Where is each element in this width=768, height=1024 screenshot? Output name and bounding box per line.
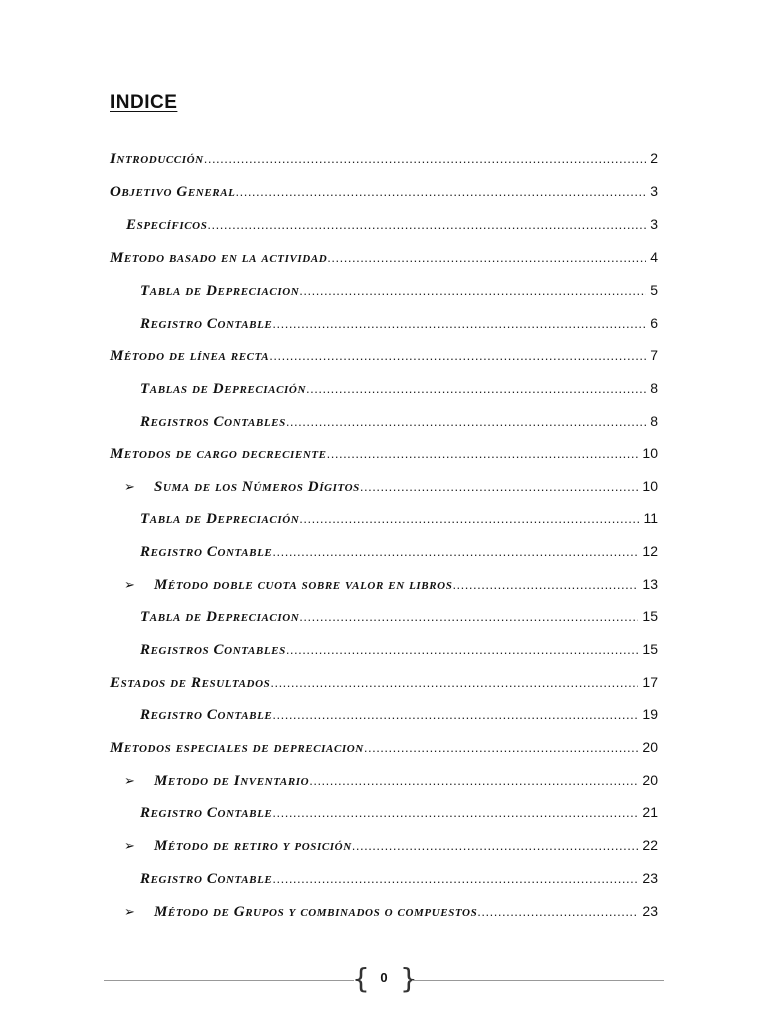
dot-leader [299, 283, 646, 298]
toc-entry-linea-recta[interactable] [110, 347, 658, 371]
toc-entry-label: Tablas de Depreciación [140, 381, 307, 397]
dot-leader [299, 609, 638, 624]
toc-entry-registro-contable[interactable] [140, 315, 658, 339]
toc-entry-label: Objetivo General [110, 184, 236, 200]
toc-entry-label: Tabla de Depreciacion [140, 609, 300, 625]
toc-entry-registro-contable[interactable] [140, 804, 658, 828]
toc-entry-label: Metodos de cargo decreciente [110, 446, 327, 462]
toc-entry-metodo-inventario[interactable] [154, 772, 658, 796]
toc-entry-page: 7 [650, 347, 658, 363]
toc-entry-page: 4 [650, 249, 658, 265]
arrow-bullet-icon: ➢ [124, 905, 135, 920]
toc-entry-retiro-posicion[interactable] [154, 837, 658, 861]
toc-entry-tabla-depreciacion[interactable] [140, 282, 658, 306]
toc-entry-label: Método de retiro y posición [154, 838, 352, 854]
toc-entry-label: Método de línea recta [110, 348, 270, 364]
toc-entry-label: Metodos especiales de depreciacion [110, 740, 364, 756]
dot-leader [286, 414, 646, 429]
toc-entry-label: Método doble cuota sobre valor en libros [154, 577, 453, 593]
toc-entry-tabla-depreciacion[interactable] [140, 510, 658, 534]
dot-leader [269, 348, 646, 363]
arrow-bullet-icon: ➢ [124, 839, 135, 854]
toc-entry-registros-contables[interactable] [140, 641, 658, 665]
dot-leader [327, 250, 646, 265]
toc-entry-page: 3 [650, 183, 658, 199]
toc-entry-label: Registros Contables [140, 414, 286, 430]
toc-entry-label: Estados de Resultados [110, 675, 271, 691]
toc-entry-page: 2 [650, 150, 658, 166]
toc-entry-registro-contable[interactable] [140, 543, 658, 567]
toc-entry-registro-contable[interactable] [140, 870, 658, 894]
dot-leader [235, 184, 646, 199]
dot-leader [327, 446, 639, 461]
toc-entry-page: 11 [643, 510, 658, 526]
dot-leader [309, 773, 638, 788]
toc-entry-registro-contable[interactable] [140, 706, 658, 730]
toc-entry-doble-cuota[interactable] [154, 576, 658, 600]
toc-entry-label: Metodo basado en la actividad [110, 250, 328, 266]
toc-entry-estados-resultados[interactable] [110, 674, 658, 698]
toc-entry-page: 17 [642, 674, 658, 690]
footer-rule-left [104, 980, 354, 981]
toc-entry-objetivo-general[interactable] [110, 183, 658, 207]
toc-entry-page: 5 [650, 282, 658, 298]
toc-entry-grupos-combinados[interactable] [154, 903, 658, 927]
toc-entry-metodo-actividad[interactable] [110, 249, 658, 273]
dot-leader [272, 871, 638, 886]
toc-entry-page: 15 [642, 641, 658, 657]
toc-entry-page: 23 [642, 903, 658, 919]
toc-entry-page: 23 [642, 870, 658, 886]
toc-entry-page: 22 [642, 837, 658, 853]
toc-entry-label: Registro Contable [140, 316, 273, 332]
footer-page-number: 0 [380, 970, 388, 985]
toc-entry-page: 8 [650, 380, 658, 396]
toc-entry-metodos-especiales[interactable] [110, 739, 658, 763]
toc-entry-tablas-depreciacion[interactable] [140, 380, 658, 404]
toc-title: INDICE [110, 92, 178, 113]
toc-entry-page: 6 [650, 315, 658, 331]
dot-leader [364, 740, 639, 755]
dot-leader [452, 577, 638, 592]
toc-entry-page: 8 [650, 413, 658, 429]
dot-leader [272, 316, 646, 331]
dot-leader [272, 544, 638, 559]
toc-entry-label: Tabla de Depreciacion [140, 283, 300, 299]
toc-entry-label: Registro Contable [140, 544, 273, 560]
toc-entry-page: 13 [642, 576, 658, 592]
toc-entry-label: Registros Contables [140, 642, 286, 658]
toc-entry-label: Registro Contable [140, 707, 273, 723]
dot-leader [360, 479, 639, 494]
dot-leader [286, 642, 639, 657]
dot-leader [477, 904, 638, 919]
toc-entry-page: 10 [642, 478, 658, 494]
toc-entry-suma-digitos[interactable] [154, 478, 658, 502]
toc-entry-label: Tabla de Depreciación [140, 511, 300, 527]
toc-entry-cargo-decreciente[interactable] [110, 445, 658, 469]
toc-entry-page: 12 [642, 543, 658, 559]
dot-leader [207, 217, 646, 232]
arrow-bullet-icon: ➢ [124, 774, 135, 789]
arrow-bullet-icon: ➢ [124, 578, 135, 593]
toc-entry-introduccion[interactable] [110, 150, 658, 174]
dot-leader [352, 838, 639, 853]
arrow-bullet-icon: ➢ [124, 480, 135, 495]
toc-entry-page: 19 [642, 706, 658, 722]
toc-entry-page: 20 [642, 739, 658, 755]
dot-leader [204, 151, 646, 166]
toc-entry-page: 3 [650, 216, 658, 232]
toc-entry-registros-contables[interactable] [140, 413, 658, 437]
toc-entry-tabla-depreciacion[interactable] [140, 608, 658, 632]
footer-rule-right [412, 980, 664, 981]
toc-entry-label: Específicos [126, 217, 208, 233]
left-brace-icon: { [352, 962, 370, 995]
toc-entry-label: Registro Contable [140, 871, 273, 887]
right-brace-icon: } [400, 962, 418, 995]
toc-entry-page: 21 [642, 804, 658, 820]
dot-leader [306, 381, 646, 396]
toc-entry-page: 15 [642, 608, 658, 624]
toc-entry-especificos[interactable] [126, 216, 658, 240]
toc-entry-label: Metodo de Inventario [154, 773, 310, 789]
dot-leader [272, 707, 638, 722]
toc-entry-label: Suma de los Números Dígitos [154, 479, 360, 495]
dot-leader [299, 511, 639, 526]
dot-leader [272, 805, 638, 820]
toc-entry-page: 10 [642, 445, 658, 461]
toc-entry-label: Método de Grupos y combinados o compuestos [154, 904, 478, 920]
toc-entry-label: Registro Contable [140, 805, 273, 821]
toc-entry-label: Introducción [110, 151, 204, 167]
dot-leader [270, 675, 638, 690]
toc-entry-page: 20 [642, 772, 658, 788]
